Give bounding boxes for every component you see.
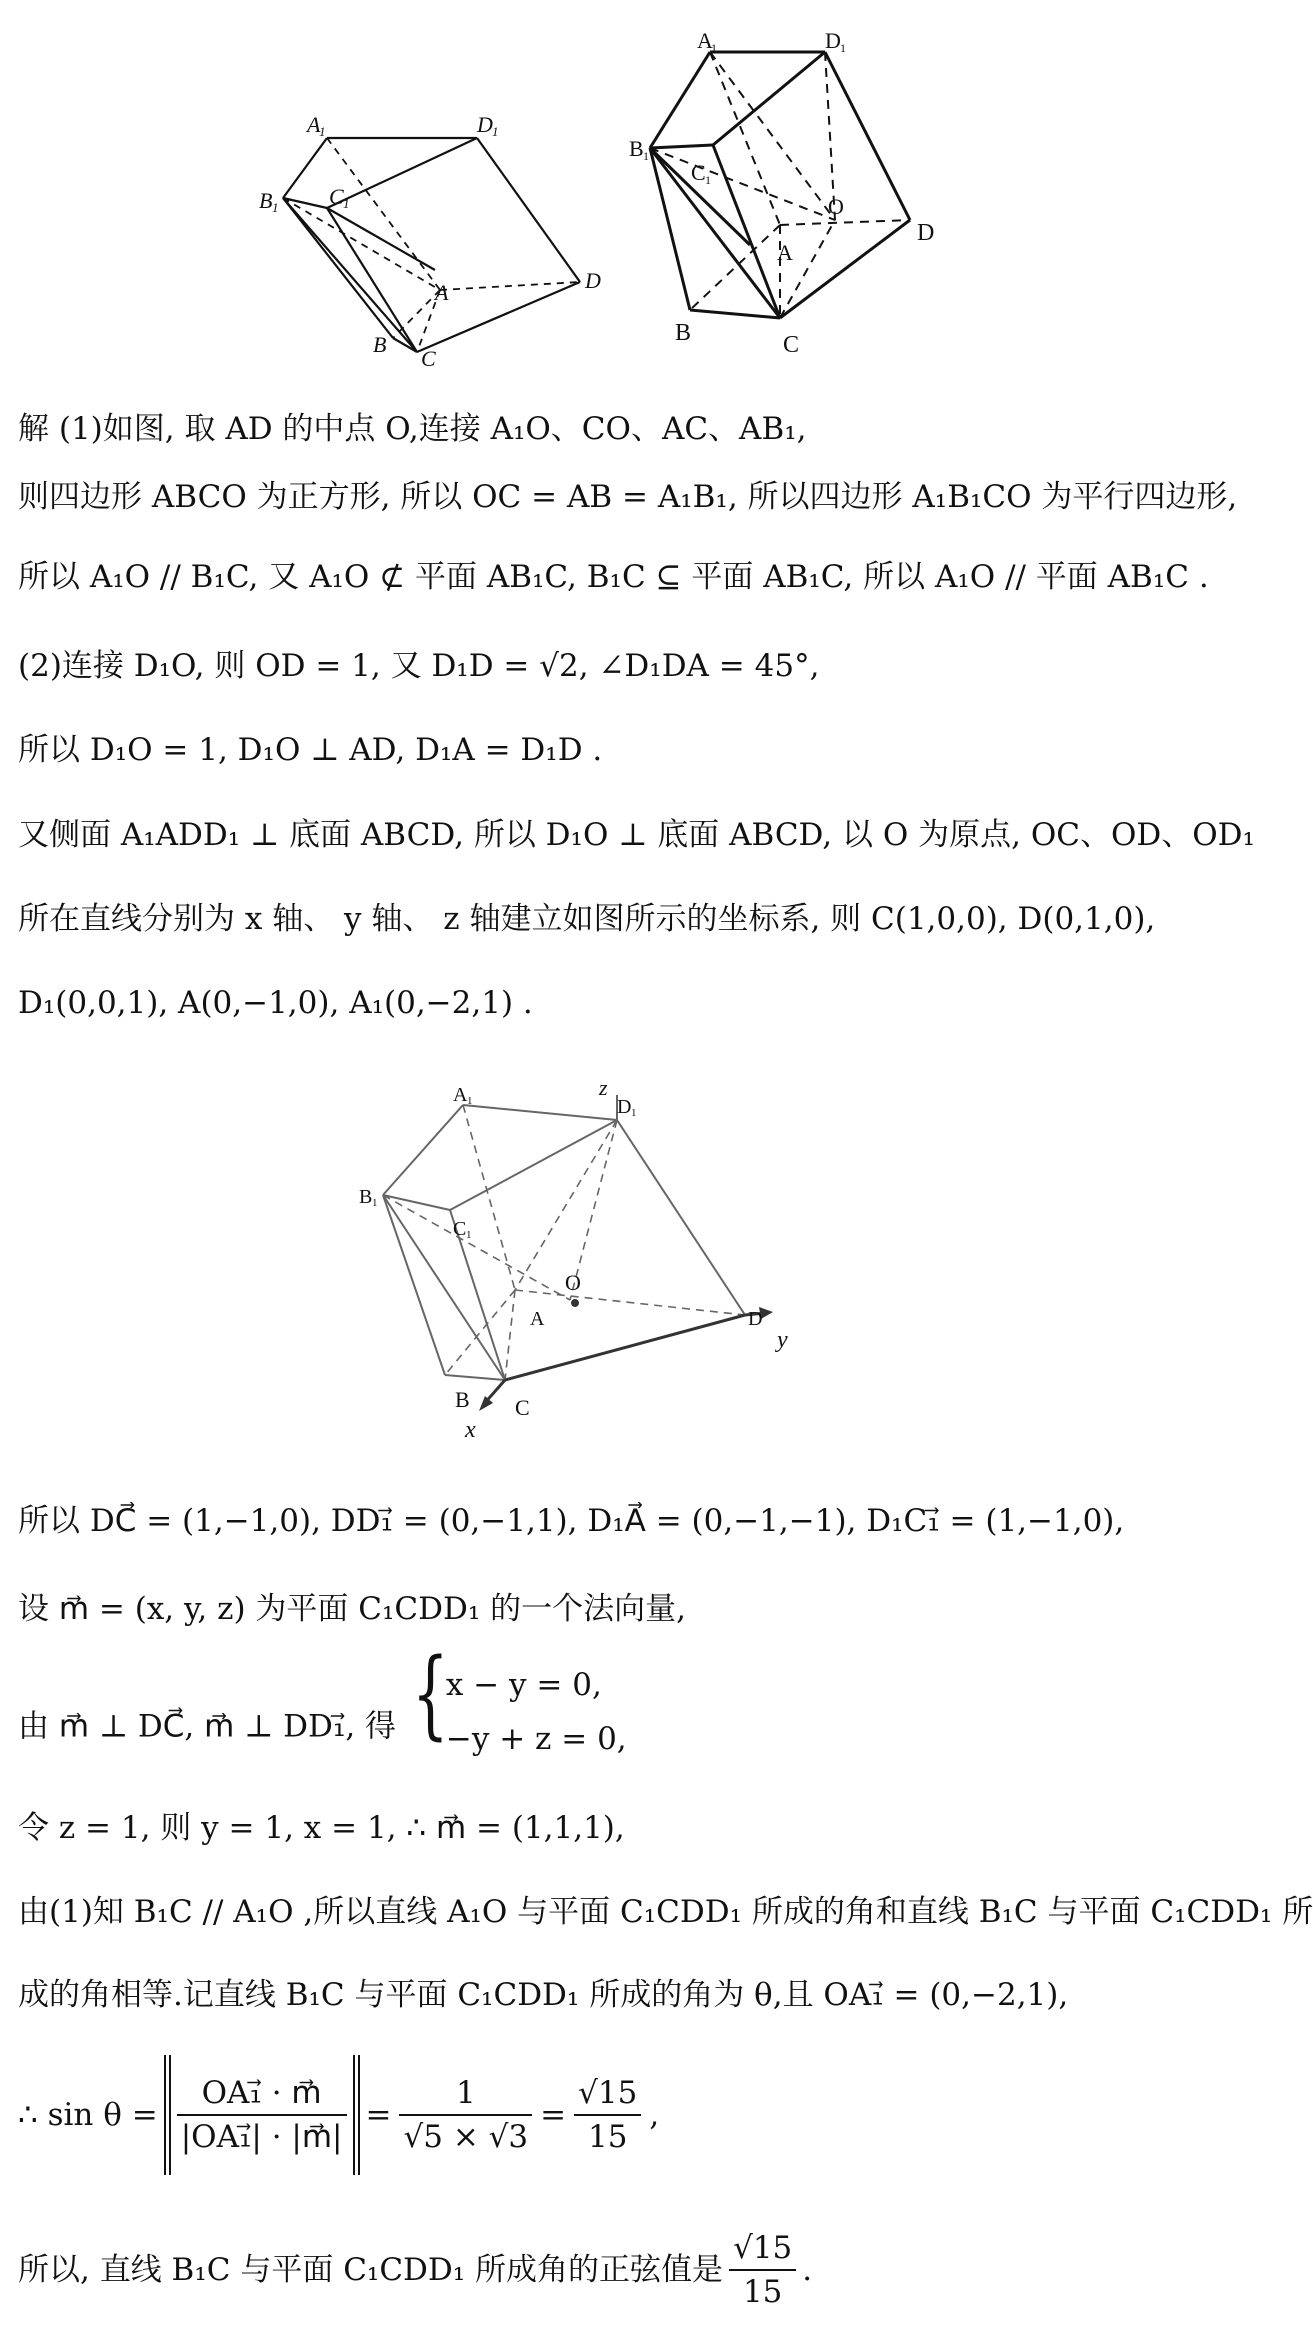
solution-line-16: [18, 2220, 1133, 2320]
fig2-label-B: B: [675, 320, 692, 346]
fig2-label-O: O: [828, 194, 844, 219]
svg-text:1: 1: [272, 200, 279, 215]
svg-text:1: 1: [840, 41, 846, 55]
fig3-label-A: A: [530, 1308, 545, 1330]
svg-text:1: 1: [643, 149, 649, 163]
fig1-label-D1: D: [477, 112, 493, 137]
fig1-label-B: B: [373, 332, 387, 357]
fig3-label-A1: A: [453, 1084, 468, 1106]
fig2-label-C1: C: [691, 160, 706, 185]
equals-2: =: [540, 2097, 567, 2133]
solution-line-1: 解 (1)如图, 取 AD 的中点 O,连接 A₁O、CO、AC、AB₁,: [18, 411, 807, 447]
svg-text:1: 1: [467, 1095, 473, 1107]
fig2-label-D: D: [917, 220, 935, 246]
svg-text:1: 1: [466, 1229, 472, 1241]
figure-1: [255, 110, 615, 370]
fig1-label-B1: B: [259, 188, 273, 213]
equals-1: =: [365, 2097, 392, 2133]
fraction-2-numerator: √15: [578, 2075, 638, 2111]
conclusion-denominator: 15: [742, 2274, 783, 2310]
solution-line-5: 所以 D₁O = 1, D₁O ⊥ AD, D₁A = D₁D .: [18, 732, 603, 768]
fig3-label-C1: C: [453, 1218, 467, 1240]
solution-line-10: 设 m⃗ = (x, y, z) 为平面 C₁CDD₁ 的一个法向量,: [18, 1591, 686, 1627]
fig2-label-A1: A: [697, 28, 713, 53]
svg-text:1: 1: [711, 41, 717, 55]
solution-line-14: 成的角相等.记直线 B₁C 与平面 C₁CDD₁ 所成的角为 θ,且 OA₁⃗ = (0,−2,1),: [18, 1977, 1069, 2013]
svg-text:1: 1: [372, 1197, 378, 1209]
line11-prefix: 由 m⃗ ⊥ DC⃗, m⃗ ⊥ DD₁⃗, 得: [18, 1708, 397, 1745]
abs-fraction-denominator: |OA₁⃗| · |m⃗|: [180, 2119, 343, 2155]
solution-line-9: 所以 DC⃗ = (1,−1,0), DD₁⃗ = (0,−1,1), D₁A⃗ = (0,−1,−1), D₁C₁⃗ = (1,−1,0),: [18, 1503, 1125, 1539]
fig1-label-C1: C: [329, 184, 344, 209]
abs-fraction: [164, 2055, 360, 2175]
svg-text:1: 1: [705, 173, 711, 187]
svg-text:1: 1: [631, 1107, 637, 1119]
equation-1: x − y = 0,: [445, 1667, 602, 1703]
fig1-label-A1: A: [307, 112, 321, 137]
solution-line-13: 由(1)知 B₁C // A₁O ,所以直线 A₁O 与平面 C₁CDD₁ 所成的角和直线 B₁C 与平面 C₁CDD₁ 所: [18, 1894, 1313, 1930]
solution-line-3: 所以 A₁O // B₁C, 又 A₁O ⊄ 平面 AB₁C, B₁C ⊆ 平面 AB₁C, 所以 A₁O // 平面 AB₁C .: [18, 559, 1209, 595]
solution-line-2: 则四边形 ABCO 为正方形, 所以 OC = AB = A₁B₁, 所以四边形 A₁B₁CO 为平行四边形,: [18, 479, 1238, 515]
fig3-label-O: O: [565, 1270, 581, 1295]
svg-text:1: 1: [492, 124, 499, 139]
fig2-label-C: C: [783, 332, 800, 358]
equation-system: [411, 1638, 627, 1770]
fig2-label-B1: B: [629, 136, 644, 161]
fig1-label-C: C: [421, 346, 436, 371]
fig1-label-D: D: [585, 268, 601, 293]
figure-3: [355, 1075, 825, 1450]
solution-line-6: 又侧面 A₁ADD₁ ⊥ 底面 ABCD, 所以 D₁O ⊥ 底面 ABCD, 以 O 为原点, OC、OD、OD₁: [18, 817, 1255, 853]
fig2-label-D1: D: [825, 28, 841, 53]
svg-text:1: 1: [319, 124, 326, 139]
equation-2: −y + z = 0,: [445, 1721, 627, 1757]
period: .: [802, 2252, 813, 2288]
left-brace: {: [411, 1638, 449, 1750]
solution-line-12: 令 z = 1, 则 y = 1, x = 1, ∴ m⃗ = (1,1,1),: [18, 1810, 625, 1846]
conclusion-numerator: √15: [733, 2230, 793, 2266]
solution-line-8: D₁(0,0,1), A(0,−1,0), A₁(0,−2,1) .: [18, 985, 533, 1021]
fig3-label-y: y: [777, 1327, 788, 1353]
fig3-label-B: B: [455, 1387, 470, 1412]
fraction-2-denominator: 15: [587, 2119, 628, 2155]
solution-line-15: [18, 2050, 1133, 2180]
figure-2: [625, 30, 955, 375]
fig2-label-A: A: [777, 240, 793, 265]
fig1-label-A: A: [435, 280, 449, 305]
fraction-1-numerator: 1: [455, 2075, 476, 2111]
fig3-label-C: C: [515, 1395, 530, 1420]
svg-text:1: 1: [343, 196, 350, 211]
fraction-1-denominator: √5 × √3: [403, 2119, 529, 2155]
comma: ,: [649, 2097, 660, 2133]
solution-line-7: 所在直线分别为 x 轴、 y 轴、 z 轴建立如图所示的坐标系, 则 C(1,0,0), D(0,1,0),: [18, 901, 1156, 937]
solution-line-11: [18, 1638, 1133, 1770]
solution-line-4: (2)连接 D₁O, 则 OD = 1, 又 D₁D = √2, ∠D₁DA = 45°,: [18, 648, 820, 684]
fig3-label-x: x: [465, 1417, 476, 1443]
fig3-label-B1: B: [359, 1186, 373, 1208]
conclusion-text: 所以, 直线 B₁C 与平面 C₁CDD₁ 所成角的正弦值是: [18, 2252, 724, 2288]
fig3-label-D1: D: [617, 1096, 632, 1118]
sin-theta-label: ∴ sin θ =: [18, 2097, 158, 2133]
fig3-label-z: z: [599, 1075, 608, 1100]
fig3-label-D: D: [748, 1308, 763, 1330]
abs-fraction-numerator: OA₁⃗ · m⃗: [201, 2075, 322, 2111]
